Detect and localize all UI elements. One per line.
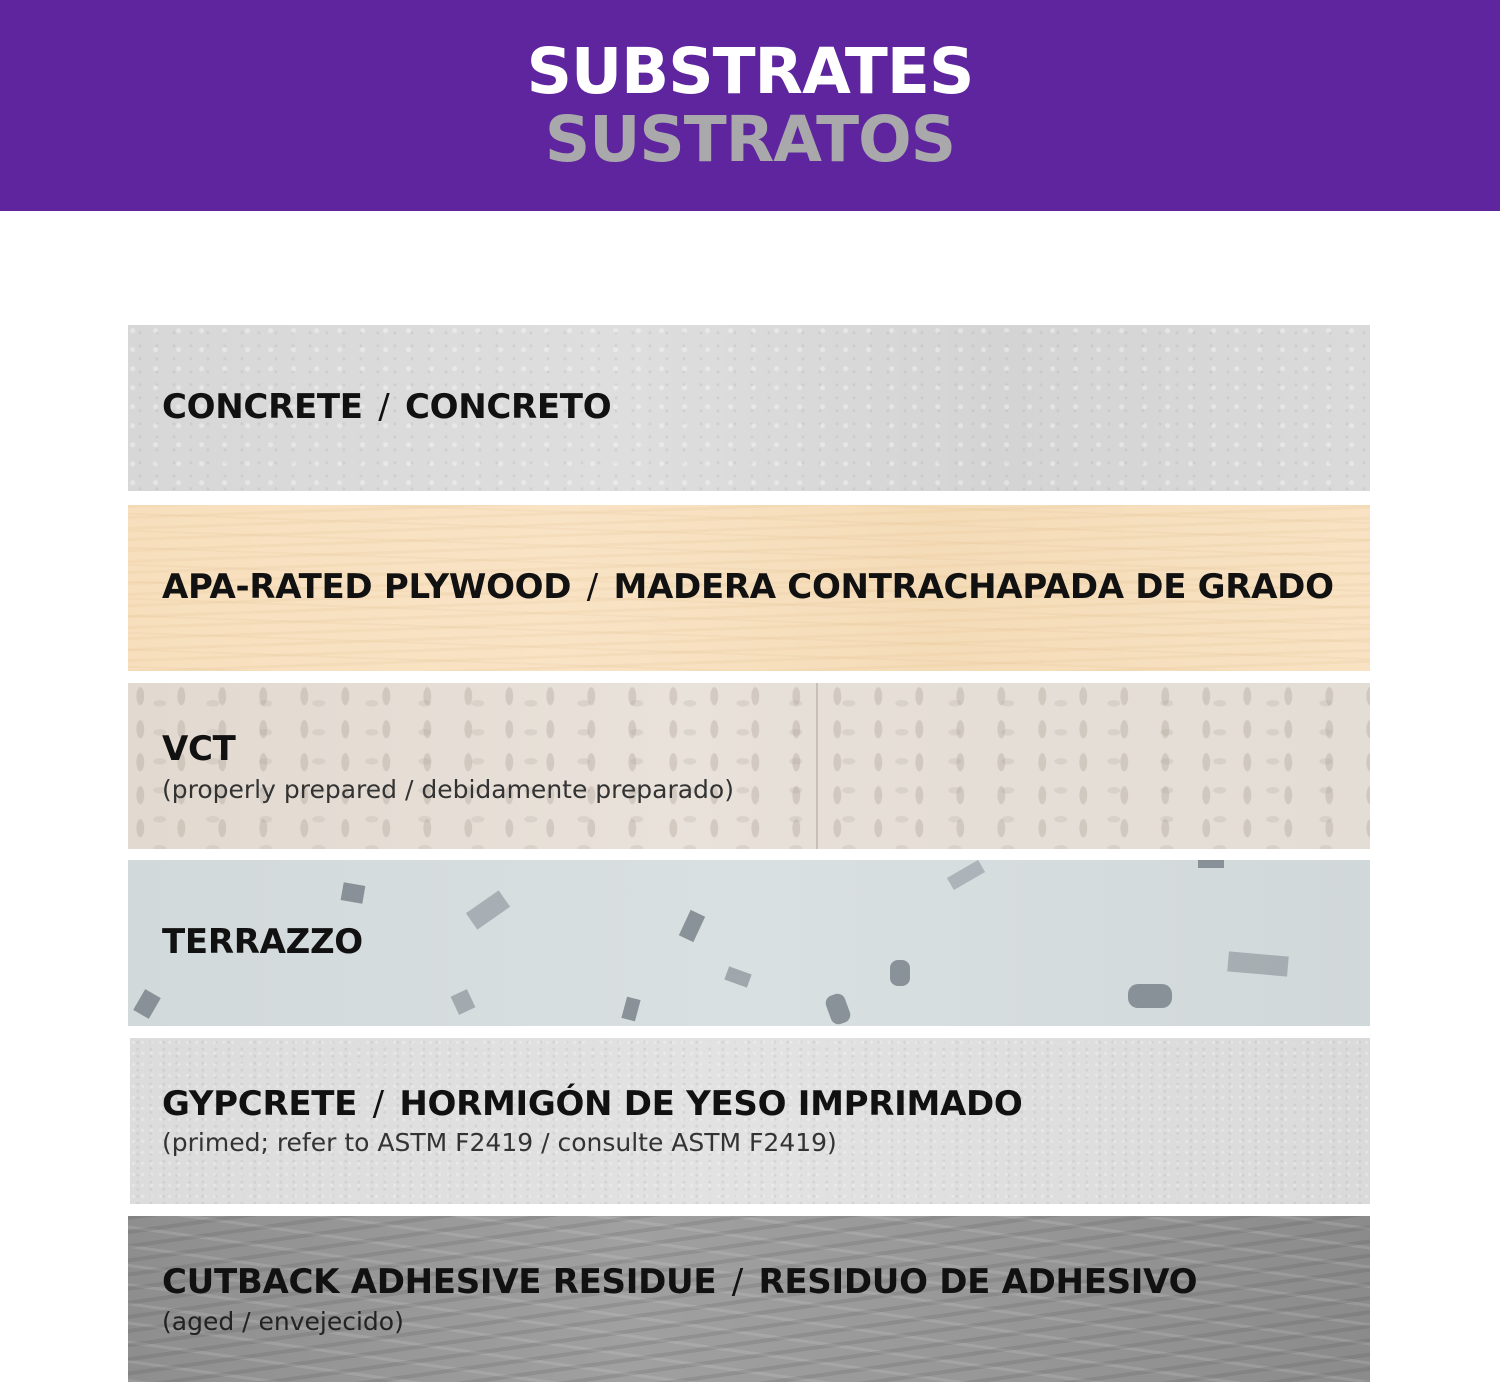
terrazzo-chip — [1128, 984, 1172, 1008]
label-english: TERRAZZO — [162, 922, 363, 962]
header-banner — [0, 0, 1500, 211]
terrazzo-chip — [466, 890, 510, 929]
terrazzo-chip — [823, 991, 852, 1026]
label-spanish: HORMIGÓN DE YESO IMPRIMADO — [399, 1084, 1023, 1124]
substrate-label — [162, 567, 1334, 607]
terrazzo-chip — [341, 882, 366, 904]
substrate-label — [162, 729, 236, 769]
terrazzo-chip — [724, 966, 751, 987]
label-english: CONCRETE — [162, 387, 363, 427]
label-separator: / — [372, 1084, 384, 1124]
label-english: GYPCRETE — [162, 1084, 358, 1124]
terrazzo-chip — [1198, 860, 1224, 868]
label-spanish: MADERA CONTRACHAPADA DE GRADO — [613, 567, 1334, 607]
terrazzo-chip — [890, 960, 910, 986]
substrate-label — [162, 1084, 1023, 1124]
label-separator: / — [731, 1262, 743, 1302]
label-spanish: RESIDUO DE ADHESIVO — [758, 1262, 1198, 1302]
substrate-plywood — [128, 505, 1370, 671]
terrazzo-chip — [1227, 951, 1289, 976]
title-spanish: SUSTRATOS — [544, 103, 956, 176]
substrate-terrazzo — [128, 860, 1370, 1026]
substrate-note: (aged / envejecido) — [162, 1307, 404, 1336]
substrate-concrete — [128, 325, 1370, 491]
label-english: CUTBACK ADHESIVE RESIDUE — [162, 1262, 717, 1302]
terrazzo-chip — [621, 997, 640, 1022]
title-english: SUBSTRATES — [526, 35, 974, 108]
substrate-note: (properly prepared / debidamente preparado) — [162, 775, 734, 804]
substrate-cutback-adhesive — [128, 1216, 1370, 1382]
substrate-note: (primed; refer to ASTM F2419 / consulte ASTM F2419) — [162, 1128, 837, 1157]
terrazzo-chip — [947, 860, 985, 890]
label-separator: / — [586, 567, 598, 607]
substrate-label — [162, 387, 611, 427]
tile-seam — [816, 683, 818, 849]
substrate-label — [162, 1262, 1197, 1302]
label-spanish: CONCRETO — [404, 387, 612, 427]
substrate-gypcrete — [130, 1038, 1370, 1204]
terrazzo-chip — [451, 989, 476, 1015]
label-english: VCT — [162, 729, 236, 769]
label-separator: / — [378, 387, 390, 427]
substrate-label — [162, 922, 363, 962]
terrazzo-chip — [133, 989, 161, 1019]
terrazzo-chip — [679, 910, 705, 942]
label-english: APA-RATED PLYWOOD — [162, 567, 572, 607]
substrate-vct — [128, 683, 1370, 849]
